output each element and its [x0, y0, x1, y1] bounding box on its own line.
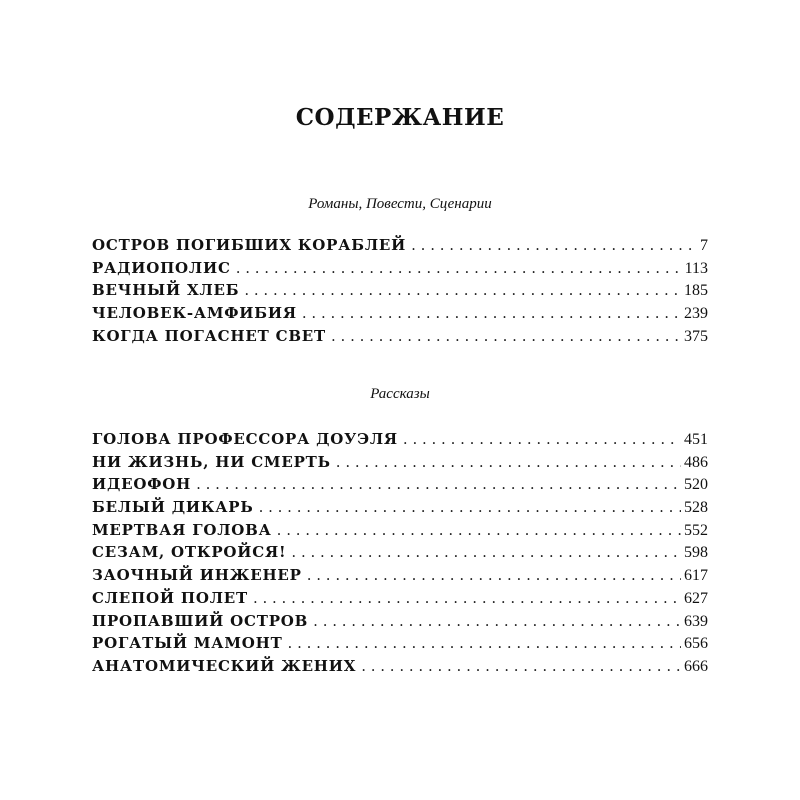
toc-entry[interactable]	[92, 325, 708, 348]
toc-entry[interactable]	[92, 519, 708, 542]
dot-leader	[253, 587, 681, 610]
toc-list-novels	[92, 234, 708, 347]
page-title: СОДЕРЖАНИЕ	[295, 104, 505, 131]
entry-page-number: 113	[684, 259, 708, 277]
entry-title: СЛЕПОЙ ПОЛЕТ	[92, 588, 248, 607]
entry-page-number: 486	[684, 453, 708, 471]
toc-entry[interactable]	[92, 473, 708, 496]
entry-title: ЗАОЧНЫЙ ИНЖЕНЕР	[92, 566, 302, 585]
entry-page-number: 528	[684, 499, 708, 517]
toc-entry[interactable]	[92, 279, 708, 302]
entry-title: НИ ЖИЗНЬ, НИ СМЕРТЬ	[92, 452, 331, 471]
entry-page-number: 552	[684, 521, 708, 539]
entry-title: РОГАТЫЙ МАМОНТ	[92, 634, 283, 653]
toc-entry[interactable]	[92, 610, 708, 633]
entry-title: ГОЛОВА ПРОФЕССОРА ДОУЭЛЯ	[92, 430, 398, 448]
entry-title: КОГДА ПОГАСНЕТ СВЕТ	[92, 326, 326, 345]
toc-entry[interactable]	[92, 632, 708, 655]
dot-leader	[411, 234, 697, 257]
dot-leader	[302, 302, 681, 325]
entry-title: ОСТРОВ ПОГИБШИХ КОРАБЛЕЙ	[92, 236, 407, 254]
dot-leader	[331, 325, 681, 348]
dot-leader	[277, 519, 681, 542]
entry-page-number: 666	[684, 657, 708, 675]
entry-title: АНАТОМИЧЕСКИЙ ЖЕНИХ	[92, 656, 357, 675]
entry-title: ИДЕОФОН	[92, 475, 192, 494]
entry-page-number: 598	[684, 544, 708, 562]
toc-entry[interactable]	[92, 257, 708, 280]
toc-entry[interactable]	[92, 587, 708, 610]
toc-entry[interactable]	[92, 541, 708, 564]
dot-leader	[336, 451, 681, 474]
toc-entry[interactable]	[92, 428, 708, 451]
entry-page-number: 451	[684, 431, 708, 448]
toc-entry[interactable]	[92, 302, 708, 325]
entry-page-number: 627	[684, 589, 708, 607]
entry-title: РАДИОПОЛИС	[92, 258, 231, 277]
dot-leader	[196, 473, 681, 496]
entry-page-number: 520	[684, 476, 708, 494]
entry-title: СЕЗАМ, ОТКРОЙСЯ!	[92, 543, 287, 562]
toc-entry[interactable]	[92, 451, 708, 474]
entry-title: МЕРТВАЯ ГОЛОВА	[92, 520, 272, 539]
entry-page-number: 7	[700, 237, 708, 254]
toc-entry[interactable]	[92, 655, 708, 678]
entry-page-number: 617	[684, 567, 708, 585]
entry-page-number: 639	[684, 612, 708, 630]
dot-leader	[288, 632, 681, 655]
entry-page-number: 656	[684, 635, 708, 653]
toc-entry[interactable]	[92, 564, 708, 587]
dot-leader	[403, 428, 681, 451]
dot-leader	[307, 564, 681, 587]
entry-page-number: 375	[684, 327, 708, 345]
toc-entry[interactable]	[92, 234, 708, 257]
dot-leader	[361, 655, 681, 678]
toc-list-stories	[92, 428, 708, 678]
dot-leader	[244, 279, 681, 302]
dot-leader	[291, 541, 681, 564]
entry-title: ВЕЧНЫЙ ХЛЕБ	[92, 281, 240, 300]
entry-page-number: 185	[684, 282, 708, 300]
dot-leader	[259, 496, 681, 519]
section-heading-stories: Рассказы	[370, 386, 430, 402]
entry-title: ЧЕЛОВЕК-АМФИБИЯ	[92, 304, 297, 323]
section-heading-novels: Романы, Повести, Сценарии	[308, 196, 492, 212]
dot-leader	[313, 610, 681, 633]
entry-page-number: 239	[684, 305, 708, 323]
entry-title: ПРОПАВШИЙ ОСТРОВ	[92, 611, 309, 630]
dot-leader	[236, 257, 682, 280]
entry-title: БЕЛЫЙ ДИКАРЬ	[92, 498, 254, 517]
toc-entry[interactable]	[92, 496, 708, 519]
